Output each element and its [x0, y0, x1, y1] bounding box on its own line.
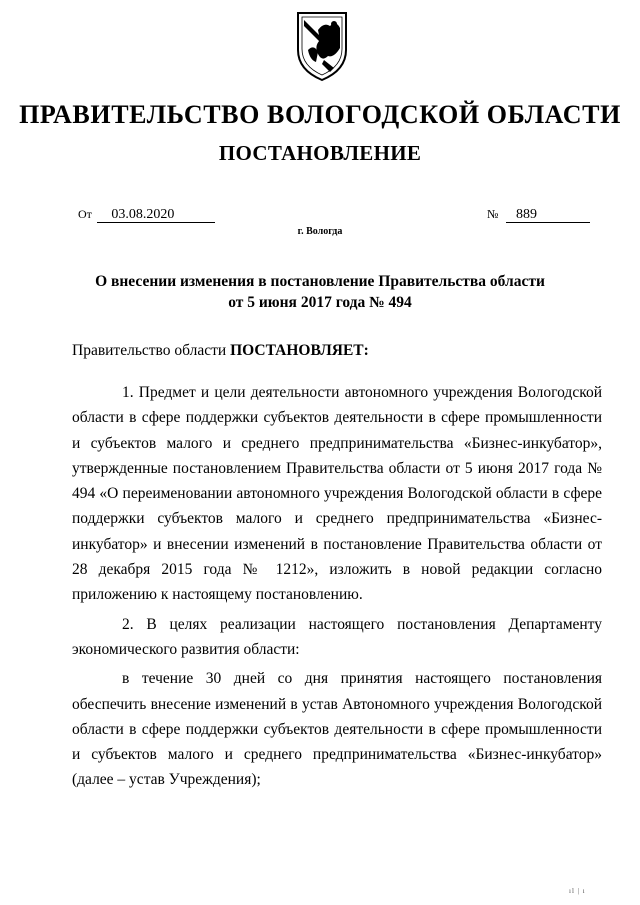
preamble: [72, 342, 369, 360]
number-prefix: №: [487, 207, 499, 221]
date-field: [78, 207, 215, 223]
vologda-coat-of-arms-icon: [294, 10, 350, 82]
subject-line-1: О внесении изменения в постановление Правительства области: [95, 273, 545, 290]
paragraph-3: в течение 30 дней со дня принятия настоящего постановления обеспечить внесение изменений в устав Автономного учреждения Вологодской области в сфере поддержки субъектов деятельности в сфере промышленности и субъектов малого и среднего предпринимательства «Бизнес-инкубатор» (далее – устав Учреждения);: [72, 670, 602, 789]
preamble-text: Правительство области: [72, 342, 231, 359]
footer-mark: ıl | ı: [569, 887, 586, 895]
city: г. Вологда: [297, 226, 343, 237]
paragraph-1: 1. Предмет и цели деятельности автономного учреждения Вологодской области в сфере поддержки субъектов деятельности в сфере промышленности и субъектов малого и среднего предпринимательства «Бизнес-инкубатор», утвержденные постановлением Правительства области от 5 июня 2017 года № 494 «О переименовании автономного учреждения Вологодской области в сфере поддержки субъектов малого и среднего предпринимательства «Бизнес-инкубатор» и внесении изменений в постановление Правительства области от 28 декабря 2015 года № 1212», изложить в новой редакции согласно приложению к настоящему постановлению.: [72, 384, 602, 604]
preamble-resolution: ПОСТАНОВЛЯЕТ:: [230, 342, 369, 359]
document-body: [72, 380, 602, 793]
number-field: [487, 207, 590, 223]
paragraph-2: 2. В целях реализации настоящего постановления Департаменту экономического развития области:: [72, 615, 602, 658]
date-value: 03.08.2020: [97, 208, 215, 223]
subject-line-2: от 5 июня 2017 года № 494: [228, 294, 412, 311]
document-type: ПОСТАНОВЛЕНИЕ: [218, 141, 422, 165]
date-prefix: От: [78, 207, 92, 221]
number-value: 889: [506, 208, 590, 223]
government-title: ПРАВИТЕЛЬСТВО ВОЛОГОДСКОЙ ОБЛАСТИ: [19, 100, 621, 129]
subject-heading: [60, 271, 580, 313]
